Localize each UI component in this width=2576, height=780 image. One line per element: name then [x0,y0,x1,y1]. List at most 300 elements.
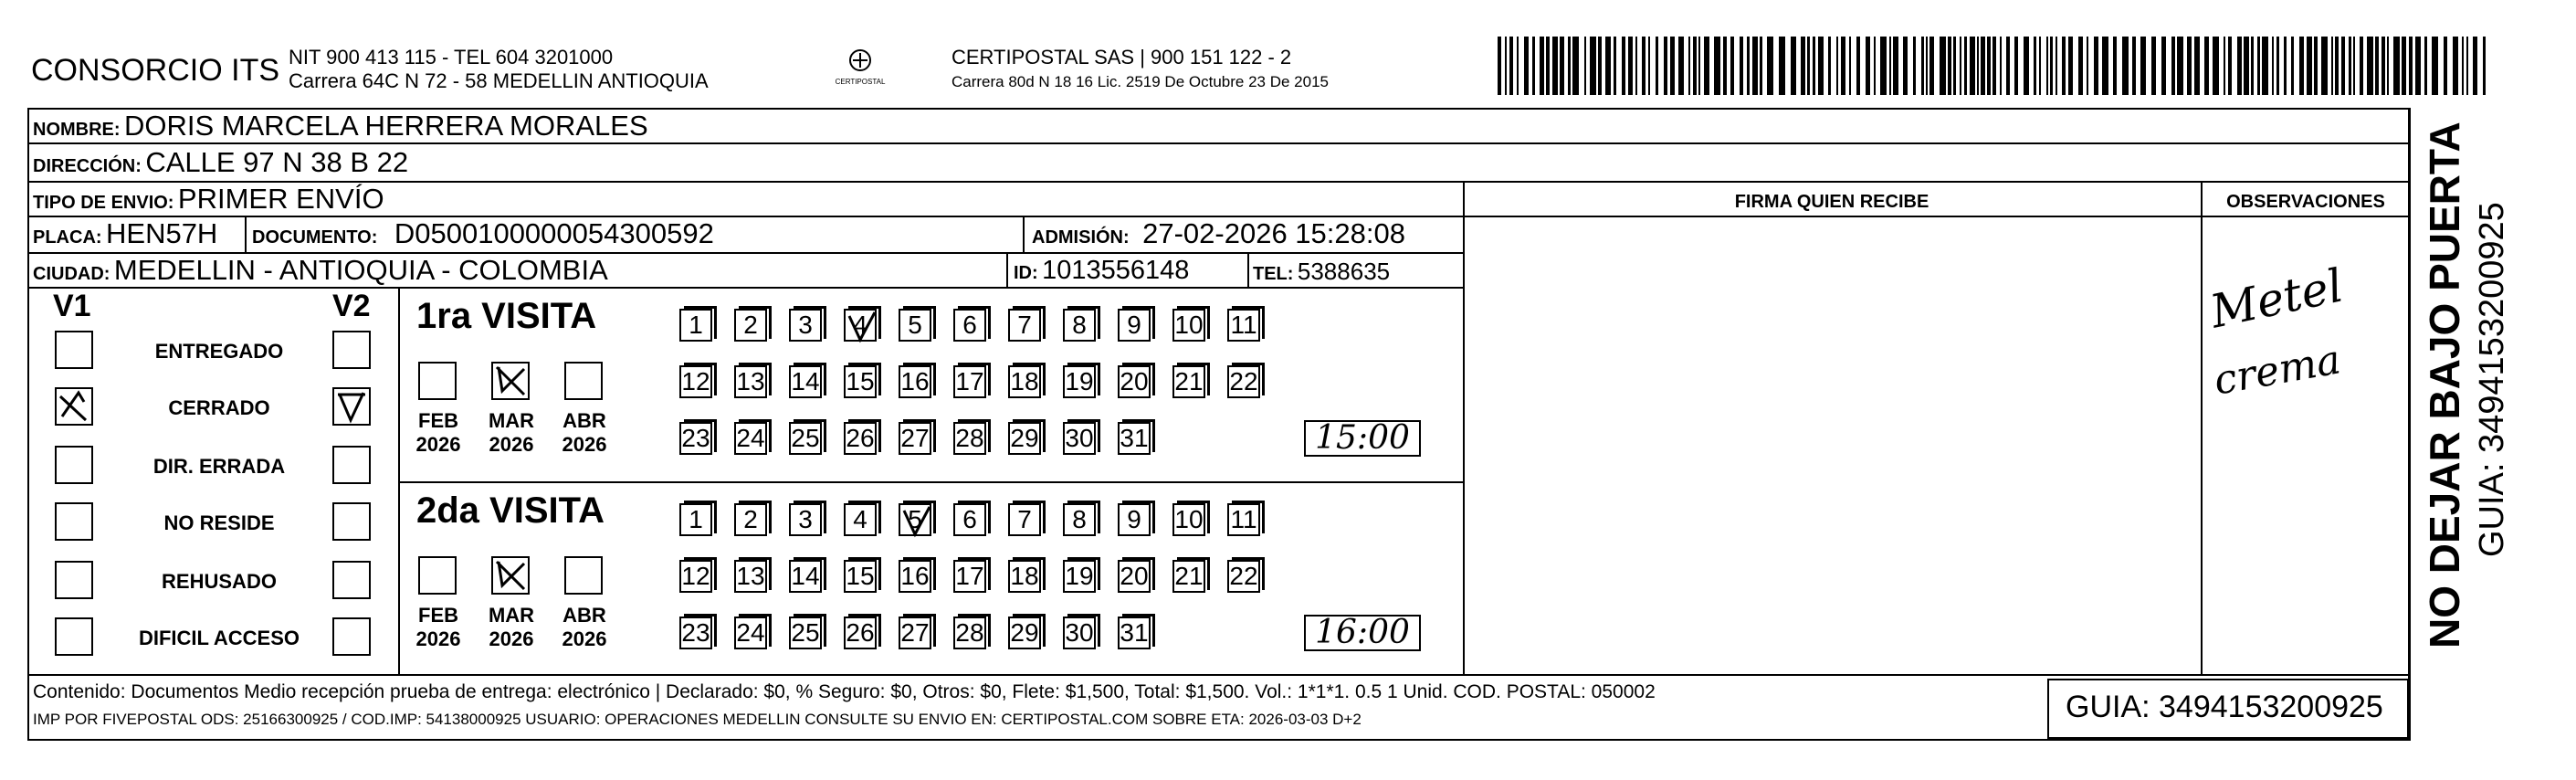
barcode-bar [2161,37,2166,95]
month-label [413,604,464,651]
barcode-bar [1801,37,1805,95]
observaciones-header: OBSERVACIONES [2226,192,2385,212]
nombre-value: DORIS MARCELA HERRERA MORALES [124,110,648,142]
v1-header: V1 [53,289,91,323]
barcode-bar [1940,37,1946,95]
barcode-bar [1866,37,1870,95]
day-number: 23 [681,424,710,452]
admision-label: ADMISIÓN: [1032,227,1130,248]
month-name: ABR [563,604,606,627]
day-box[interactable] [1008,365,1041,398]
day-box[interactable] [1063,365,1096,398]
day-box[interactable] [679,560,712,593]
day-box[interactable] [953,503,986,536]
tel-row [1253,258,1390,286]
barcode-bar [1992,37,1996,95]
barcode-bar [2387,37,2389,95]
day-box[interactable] [789,560,822,593]
day-box[interactable] [1172,503,1205,536]
barcode-bar [2314,37,2318,95]
day-number: 3 [798,311,813,339]
barcode-bar [2224,37,2225,95]
day-number: 14 [791,562,820,590]
v1-checkbox[interactable] [55,387,93,426]
day-box[interactable] [1118,365,1151,398]
month-label [486,604,537,651]
placa-value: HEN57H [106,217,218,249]
barcode-bar [2284,37,2287,95]
day-box[interactable] [899,422,931,455]
day-box[interactable] [734,560,767,593]
barcode-bar [2307,37,2312,95]
day-number: 17 [955,367,984,395]
barcode-bar [2331,37,2333,95]
v1-checkbox[interactable] [55,502,93,541]
barcode-bar [2251,37,2254,95]
day-box[interactable] [1118,560,1151,593]
day-number: 6 [962,311,977,339]
company-address: Carrera 64C N 72 - 58 MEDELLIN ANTIOQUIA [289,69,709,92]
day-box[interactable] [844,422,877,455]
day-box[interactable] [1172,309,1205,342]
id-row [1014,256,1189,286]
day-number: 2 [743,505,758,533]
v1-checkbox[interactable] [55,561,93,599]
footer-imp: IMP POR FIVEPOSTAL ODS: 25166300925 / COD.IMP: 54138000925 USUARIO: OPERACIONES MEDELLIN CONSULTE SU ENVIO EN: CERTIPOSTAL.COM SOBRE ETA: 2026-03-03 D+2 [33,711,1362,728]
day-number: 15 [846,562,875,590]
side-guia: GUIA: 3494153200925 [2473,202,2511,557]
day-box[interactable] [844,560,877,593]
day-box[interactable] [844,503,877,536]
barcode-bar [2068,37,2073,95]
day-number: 24 [736,618,765,647]
barcode-bar [2473,37,2477,95]
tel-label: TEL: [1253,264,1294,284]
side-warning: NO DEJAR BAJO PUERTA [2421,121,2468,648]
direccion-row [33,146,408,179]
barcode-bar [1704,37,1709,95]
barcode-bar [1828,37,1831,95]
day-box[interactable] [734,365,767,398]
barcode-bar [2466,37,2468,95]
day-box[interactable] [1063,503,1096,536]
barcode-bar [2335,37,2339,95]
barcode-bar [2381,37,2385,95]
barcode-bar [1760,37,1762,95]
day-box[interactable] [789,503,822,536]
day-box[interactable] [1118,503,1151,536]
day-number: 3 [798,505,813,533]
barcode-bar [2321,37,2328,95]
day-box[interactable] [679,617,712,649]
day-number: 4 [853,311,867,339]
barcode-bar [2341,37,2345,95]
v1-checkbox[interactable] [55,446,93,484]
day-number: 30 [1065,424,1094,452]
day-number: 15 [846,367,875,395]
day-box[interactable] [679,309,712,342]
barcode-bar [1693,37,1697,95]
day-box[interactable] [1227,560,1260,593]
day-number: 12 [681,367,710,395]
barcode-bar [2272,37,2274,95]
day-box[interactable] [789,309,822,342]
barcode-bar [1670,37,1675,95]
barcode-bar [2415,37,2421,95]
visit-time-box[interactable] [1304,420,1421,457]
barcode-bar [1970,37,1975,95]
month-label [486,409,537,457]
barcode-bar [2444,37,2447,95]
barcode-bar [2367,37,2373,95]
day-box[interactable] [844,617,877,649]
barcode-bar [2453,37,2458,95]
day-box[interactable] [1063,617,1096,649]
barcode-bar [1987,37,1991,95]
barcode-bar [2050,37,2053,95]
day-box[interactable] [734,309,767,342]
barcode-bar [2432,37,2438,95]
day-number: 22 [1229,367,1258,395]
month-label [559,604,610,651]
day-box[interactable] [1227,365,1260,398]
barcode-bar [1560,37,1564,95]
day-box[interactable] [789,365,822,398]
day-number: 19 [1065,562,1094,590]
day-box[interactable] [953,560,986,593]
barcode-bar [1913,37,1916,95]
ciudad-label: CIUDAD: [33,264,110,284]
day-box[interactable] [1118,617,1151,649]
barcode-bar [2006,37,2010,95]
day-box[interactable] [953,309,986,342]
barcode-bar [2375,37,2379,95]
day-number: 14 [791,367,820,395]
day-number: 9 [1127,505,1141,533]
day-box[interactable] [1118,309,1151,342]
barcode-bar [1740,37,1743,95]
day-box[interactable] [1172,365,1205,398]
tipo-value: PRIMER ENVÍO [177,183,384,215]
day-number: 2 [743,311,758,339]
day-box[interactable] [1063,560,1096,593]
day-number: 28 [955,424,984,452]
barcode-bar [2087,37,2088,95]
barcode-bar [1752,37,1758,95]
barcode-bar [1648,37,1650,95]
barcode-bar [1921,37,1924,95]
placa-row [33,217,217,250]
v2-checkbox[interactable] [332,617,371,656]
barcode-bar [2151,37,2156,95]
month-name: MAR [488,409,535,432]
barcode-bar [1664,37,1667,95]
day-number: 27 [900,424,930,452]
nombre-label: NOMBRE: [33,120,121,140]
day-box[interactable] [789,422,822,455]
id-value: 1013556148 [1042,256,1190,285]
month-year: 2026 [415,433,461,456]
day-number: 29 [1010,424,1039,452]
day-number: 31 [1120,424,1149,452]
barcode-bar [2237,37,2242,95]
v2-checkbox[interactable] [332,446,371,484]
barcode-bar [1849,37,1851,95]
v1-checkbox[interactable] [55,617,93,656]
day-number: 12 [681,562,710,590]
company-name: CONSORCIO ITS [31,53,280,88]
month-name: ABR [563,409,606,432]
month-checkbox[interactable] [418,556,457,595]
barcode-bar [2187,37,2192,95]
month-checkbox[interactable] [564,362,603,400]
barcode-bar [1981,37,1985,95]
barcode-bar [2140,37,2146,95]
barcode-bar [2349,37,2351,95]
barcode-bar [2213,37,2219,95]
barcode [1498,37,2493,95]
day-box[interactable] [953,365,986,398]
day-number: 17 [955,562,984,590]
day-box[interactable] [1172,560,1205,593]
barcode-bar [2056,37,2057,95]
barcode-bar [1590,37,1596,95]
v2-checkbox[interactable] [332,331,371,369]
barcode-bar [2299,37,2304,95]
day-number: 27 [900,618,930,647]
day-number: 10 [1174,505,1204,533]
day-number: 25 [791,424,820,452]
barcode-bar [1572,37,1579,95]
tipo-row [33,183,384,216]
carrier-address: Carrera 80d N 18 16 Lic. 2519 De Octubre 23 De 2015 [952,73,1329,90]
day-number: 18 [1010,562,1039,590]
barcode-bar [1813,37,1815,95]
barcode-bar [1747,37,1750,95]
barcode-bar [1767,37,1773,95]
barcode-bar [2244,37,2249,95]
barcode-bar [1498,37,1501,95]
observation-line-2: crema [2210,336,2345,405]
month-name: FEB [418,604,458,627]
day-box[interactable] [899,365,931,398]
month-checkbox[interactable] [418,362,457,400]
month-checkbox[interactable] [491,556,530,595]
v2-checkbox[interactable] [332,561,371,599]
day-box[interactable] [734,617,767,649]
day-number: 24 [736,424,765,452]
day-box[interactable] [1227,309,1260,342]
day-box[interactable] [734,503,767,536]
certipostal-logo [833,42,888,97]
barcode-bar [1524,37,1529,95]
v2-checkbox[interactable] [332,387,371,426]
day-number: 5 [908,505,922,533]
barcode-bar [1889,37,1891,95]
barcode-bar [1730,37,1734,95]
day-number: 1 [689,505,703,533]
month-label [559,409,610,457]
day-number: 9 [1127,311,1141,339]
day-box[interactable] [1227,503,1260,536]
observation-line-1: Metel [2205,258,2348,339]
day-number: 23 [681,618,710,647]
day-number: 8 [1072,311,1087,339]
day-box[interactable] [899,309,931,342]
barcode-bar [1635,37,1637,95]
day-number: 7 [1017,505,1032,533]
day-number: 16 [900,367,930,395]
barcode-bar [1540,37,1544,95]
visit-time-box[interactable] [1304,615,1421,651]
month-label [413,409,464,457]
day-box[interactable] [1008,560,1041,593]
barcode-bar [2102,37,2108,95]
day-box[interactable] [789,617,822,649]
day-box[interactable] [1008,617,1041,649]
barcode-bar [2113,37,2117,95]
day-box[interactable] [1008,422,1041,455]
tel-value: 5388635 [1297,258,1391,285]
day-box[interactable] [679,422,712,455]
barcode-bar [2262,37,2268,95]
day-number: 11 [1230,311,1257,339]
barcode-bar [2034,37,2036,95]
barcode-bar [1642,37,1645,95]
day-number: 10 [1174,311,1204,339]
status-label: REHUSADO [162,570,277,593]
month-year: 2026 [562,627,607,650]
day-number: 18 [1010,367,1039,395]
barcode-bar [1598,37,1602,95]
barcode-bar [1893,37,1898,95]
documento-label: DOCUMENTO: [252,227,378,248]
barcode-bar [1964,37,1967,95]
barcode-bar [2409,37,2413,95]
barcode-bar [1628,37,1633,95]
day-box[interactable] [1063,422,1096,455]
barcode-bar [2483,37,2486,95]
day-box[interactable] [953,617,986,649]
barcode-bar [1552,37,1558,95]
documento-row [252,217,714,250]
barcode-bar [2228,37,2232,95]
direccion-value: CALLE 97 N 38 B 22 [145,146,409,178]
barcode-bar [1723,37,1727,95]
day-number: 6 [962,505,977,533]
barcode-bar [2424,37,2427,95]
barcode-bar [1977,37,1979,95]
day-number: 20 [1120,367,1149,395]
barcode-bar [1656,37,1658,95]
day-box[interactable] [1008,309,1041,342]
barcode-bar [1880,37,1887,95]
day-box[interactable] [1118,422,1151,455]
barcode-bar [2062,37,2066,95]
barcode-bar [1614,37,1616,95]
barcode-bar [2291,37,2294,95]
barcode-bar [1714,37,1720,95]
barcode-bar [2046,37,2048,95]
barcode-bar [2177,37,2183,95]
barcode-bar [2204,37,2209,95]
barcode-bar [1926,37,1928,95]
day-number: 26 [846,618,875,647]
month-checkbox[interactable] [564,556,603,595]
visit-time: 15:00 [1315,419,1410,457]
logo-text: CERTIPOSTAL [835,78,886,86]
day-box[interactable] [899,617,931,649]
barcode-bar [1622,37,1625,95]
barcode-bar [1791,37,1796,95]
barcode-bar [1505,37,1507,95]
footer-guia: GUIA: 3494153200925 [2066,690,2383,724]
day-box[interactable] [899,560,931,593]
barcode-bar [1948,37,1951,95]
barcode-bar [2402,37,2406,95]
tipo-label: TIPO DE ENVIO: [33,193,174,213]
visit-time: 16:00 [1315,614,1410,651]
barcode-bar [1807,37,1810,95]
v2-header: V2 [332,289,371,323]
barcode-bar [1953,37,1956,95]
day-box[interactable] [734,422,767,455]
day-number: 8 [1072,505,1087,533]
v1-checkbox[interactable] [55,331,93,369]
footer-contenido: Contenido: Documentos Medio recepción prueba de entrega: electrónico | Declarado: $0, % Seguro: $0, Otros: $0, Flete: $1,500, Total: $1,500. Vol.: 1*1*1. 0.5 1 Unid. COD. POSTAL: 050002 [33,681,1656,702]
barcode-bar [2171,37,2175,95]
barcode-bar [1779,37,1785,95]
day-box[interactable] [953,422,986,455]
day-box[interactable] [1063,309,1096,342]
barcode-bar [1532,37,1535,95]
day-number: 4 [853,505,867,533]
barcode-bar [2276,37,2279,95]
month-name: MAR [488,604,535,627]
month-checkbox[interactable] [491,362,530,400]
barcode-bar [1841,37,1845,95]
day-box[interactable] [679,503,712,536]
visit-title: 2da VISITA [416,490,605,531]
ciudad-row [33,254,608,287]
status-label: NO RESIDE [163,511,275,534]
day-box[interactable] [844,365,877,398]
v2-checkbox[interactable] [332,502,371,541]
firma-header: FIRMA QUIEN RECIBE [1734,192,1929,212]
barcode-bar [1605,37,1611,95]
day-number: 7 [1017,311,1032,339]
barcode-bar [2194,37,2200,95]
month-year: 2026 [562,433,607,456]
barcode-bar [2360,37,2363,95]
barcode-bar [2353,37,2355,95]
status-label: DIFICIL ACCESO [138,627,300,649]
day-box[interactable] [899,503,931,536]
month-name: FEB [418,409,458,432]
day-box[interactable] [844,309,877,342]
barcode-bar [1903,37,1908,95]
day-number: 21 [1174,367,1204,395]
day-box[interactable] [1008,503,1041,536]
placa-label: PLACA: [33,227,102,248]
status-label: DIR. ERRADA [152,455,286,478]
barcode-bar [2094,37,2098,95]
day-number: 11 [1230,505,1257,533]
barcode-bar [2132,37,2136,95]
direccion-label: DIRECCIÓN: [33,156,142,176]
barcode-bar [1546,37,1550,95]
day-box[interactable] [679,365,712,398]
